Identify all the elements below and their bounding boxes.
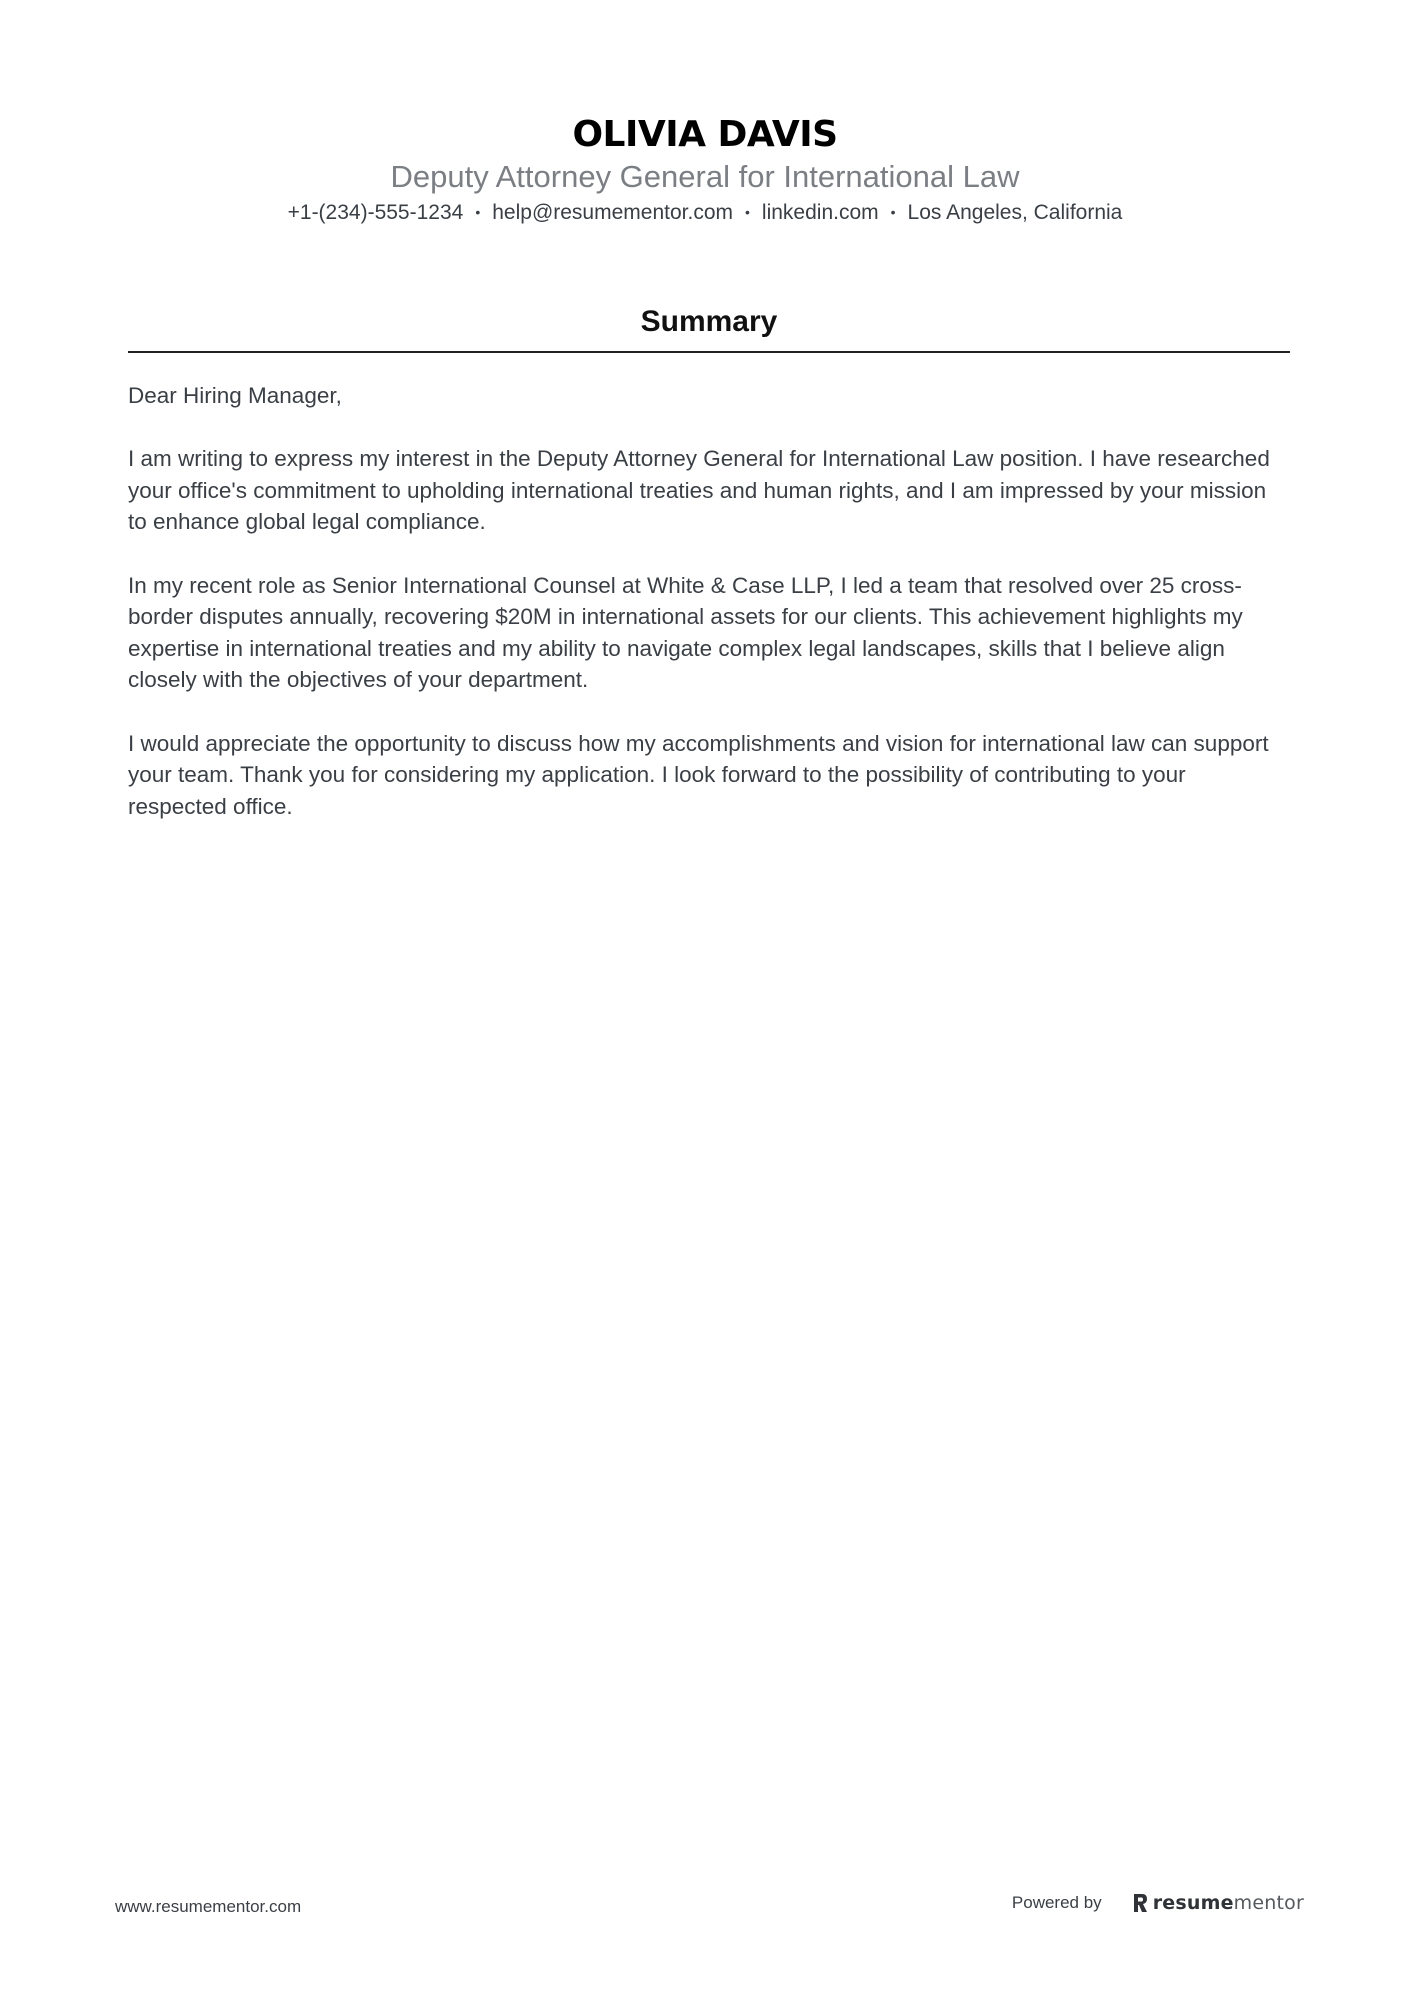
letter-greeting: Dear Hiring Manager, [128,383,342,408]
contact-separator: • [475,204,481,220]
job-title: Deputy Attorney General for International Law [390,159,1020,194]
letter-paragraph: I would appreciate the opportunity to discuss how my accomplishments and vision for international law can support your team. Thank you for considering my application. I look forward to the possibility of contributing to your respected office. [128,730,1269,819]
contact-location: Los Angeles, California [907,201,1123,224]
section-divider [128,351,1290,353]
contact-linkedin: linkedin.com [761,201,879,224]
contact-line [0,198,1410,227]
contact-separator: • [745,204,750,220]
letter-paragraph: I am writing to express my interest in the Deputy Attorney General for International Law position. I have researched your office's commitment to upholding international treaties and human rights, and I am impressed by your mission to enhance global legal compliance. [128,446,1270,535]
section-heading-summary: Summary [640,305,778,338]
letter-header [0,112,1410,227]
contact-phone: +1-(234)-555-1234 [287,201,464,224]
footer-website: www.resumementor.com [115,1897,302,1916]
resumementor-logo [1132,1892,1304,1914]
powered-by-label: Powered by [1011,1893,1102,1912]
resumementor-logo-icon [1132,1893,1148,1913]
contact-separator: • [890,204,896,220]
resumementor-logo-text: resumementor [1152,1892,1304,1914]
letter-body [128,380,1290,854]
contact-email: help@resumementor.com [492,201,733,224]
footer-branding [1012,1890,1304,1916]
candidate-name: OLIVIA DAVIS [572,114,838,155]
letter-paragraph: In my recent role as Senior International Counsel at White & Case LLP, I led a team that resolved over 25 cross-border disputes annually, recovering $20M in international assets for our clients. This achievement highlights my expertise in international treaties and my ability to navigate complex legal landscapes, skills that I believe align closely with the objectives of your department. [128,572,1243,693]
